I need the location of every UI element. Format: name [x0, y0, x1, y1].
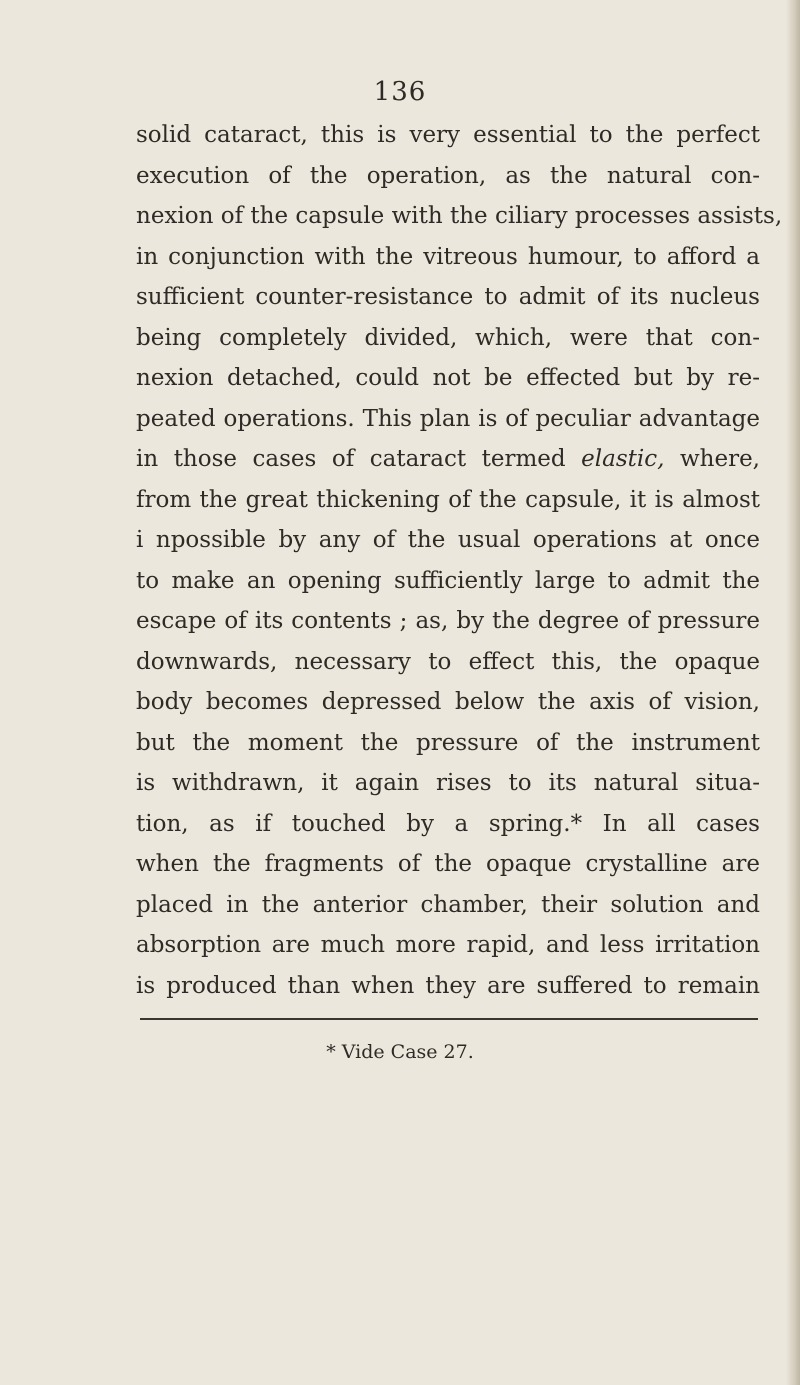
body-text [136, 115, 783, 1006]
page-edge-shadow [786, 0, 800, 1385]
text-line: tion, as if touched by a spring.* In all cases [136, 810, 760, 837]
emphasis-elastic: elastic, [581, 446, 665, 472]
text-line: i npossible by any of the usual operations at once [136, 527, 760, 553]
text-line: execution of the operation, as the natural con- [136, 162, 760, 189]
text-line: being completely divided, which, were that con- [136, 324, 760, 351]
text-line: when the fragments of the opaque crystalline are [136, 851, 760, 877]
text-line: but the moment the pressure of the instrument [136, 729, 760, 756]
text-line: downwards, necessary to effect this, the opaque [136, 648, 760, 675]
text-line: is produced than when they are suffered to remain [136, 972, 760, 999]
text-line: in those cases of cataract termed elastic, where, [136, 446, 760, 472]
text-line: placed in the anterior chamber, their solution and [136, 891, 760, 918]
text-line: nexion detached, could not be effected but by re- [136, 365, 760, 391]
footnote: * Vide Case 27. [326, 1041, 474, 1063]
text-line: from the great thickening of the capsule, it is almost [136, 486, 760, 513]
text-line: in conjunction with the vitreous humour, to afford a [136, 243, 760, 270]
text-line: to make an opening sufficiently large to admit the [136, 567, 760, 594]
text-line: nexion of the capsule with the ciliary processes assists, [136, 203, 783, 229]
text-line: sufficient counter-resistance to admit of its nucleus [136, 284, 760, 310]
page-number: 136 [373, 77, 427, 107]
text-line: body becomes depressed below the axis of vision, [136, 689, 760, 715]
text-line: absorption are much more rapid, and less irritation [136, 932, 760, 958]
text-line: is withdrawn, it again rises to its natural situa- [136, 770, 760, 796]
footnote-rule [140, 1018, 758, 1020]
text-line: peated operations. This plan is of peculiar advantage [136, 405, 760, 432]
text-line: solid cataract, this is very essential to the perfect [136, 122, 760, 148]
text-line: escape of its contents ; as, by the degree of pressure [136, 608, 760, 634]
